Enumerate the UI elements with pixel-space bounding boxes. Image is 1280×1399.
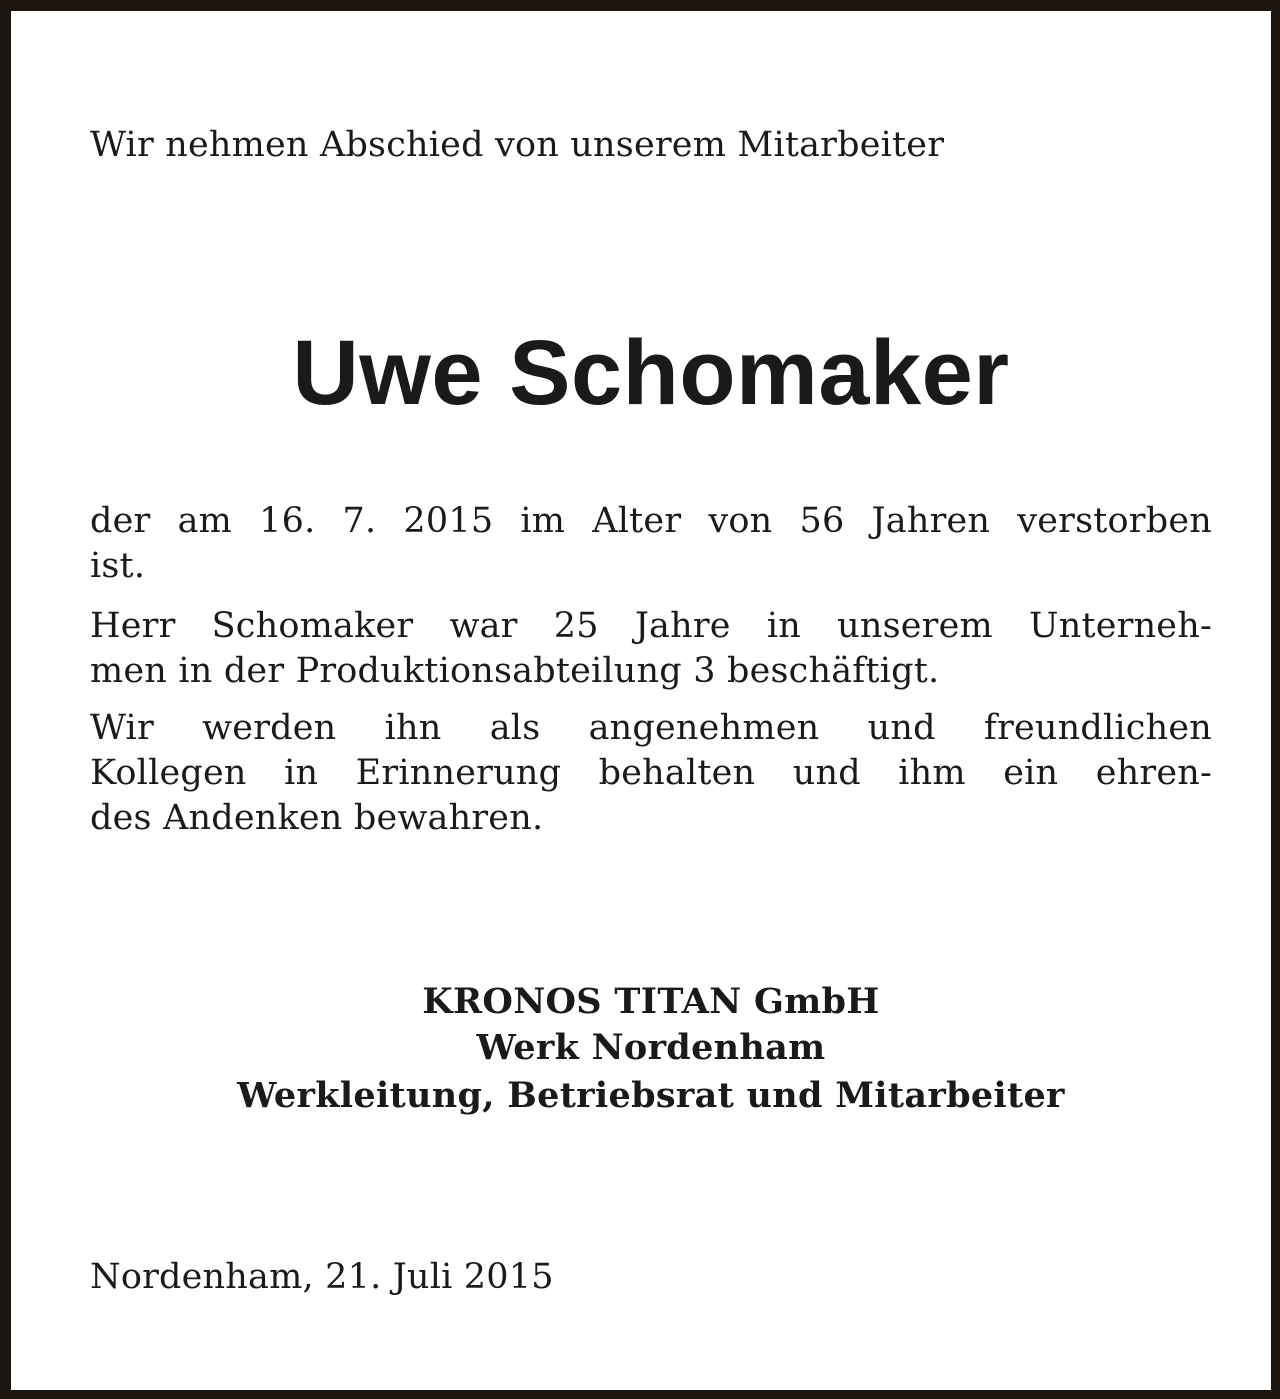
paragraph-remembrance xyxy=(90,706,1212,841)
paragraph-employment xyxy=(90,604,1212,694)
paragraph-employment-line-1: Herr Schomaker war 25 Jahre in unserem Unterneh- xyxy=(90,606,1212,646)
paragraph-remembrance-line-1: Wir werden ihn als angenehmen und freundlichen xyxy=(90,708,1212,748)
paragraph-death-date-line-1: der am 16. 7. 2015 im Alter von 56 Jahren verstorben xyxy=(90,501,1212,541)
paragraph-death-date xyxy=(90,499,1212,589)
signature-site: Werk Nordenham xyxy=(476,1027,826,1068)
paragraph-remembrance-line-3: des Andenken bewahren. xyxy=(90,798,544,838)
paragraph-death-date-line-2: ist. xyxy=(90,546,146,586)
place-and-date: Nordenham, 21. Juli 2015 xyxy=(90,1257,554,1297)
signature-company: KRONOS TITAN GmbH xyxy=(422,981,880,1022)
paragraph-employment-line-2: men in der Produktionsabteilung 3 beschäftigt. xyxy=(90,651,940,691)
intro-line: Wir nehmen Abschied von unserem Mitarbeiter xyxy=(90,125,945,165)
paragraph-remembrance-line-2: Kollegen in Erinnerung behalten und ihm ein ehren- xyxy=(90,753,1212,793)
deceased-name: Uwe Schomaker xyxy=(292,322,1010,424)
signature-signatories: Werkleitung, Betriebsrat und Mitarbeiter xyxy=(237,1075,1065,1116)
